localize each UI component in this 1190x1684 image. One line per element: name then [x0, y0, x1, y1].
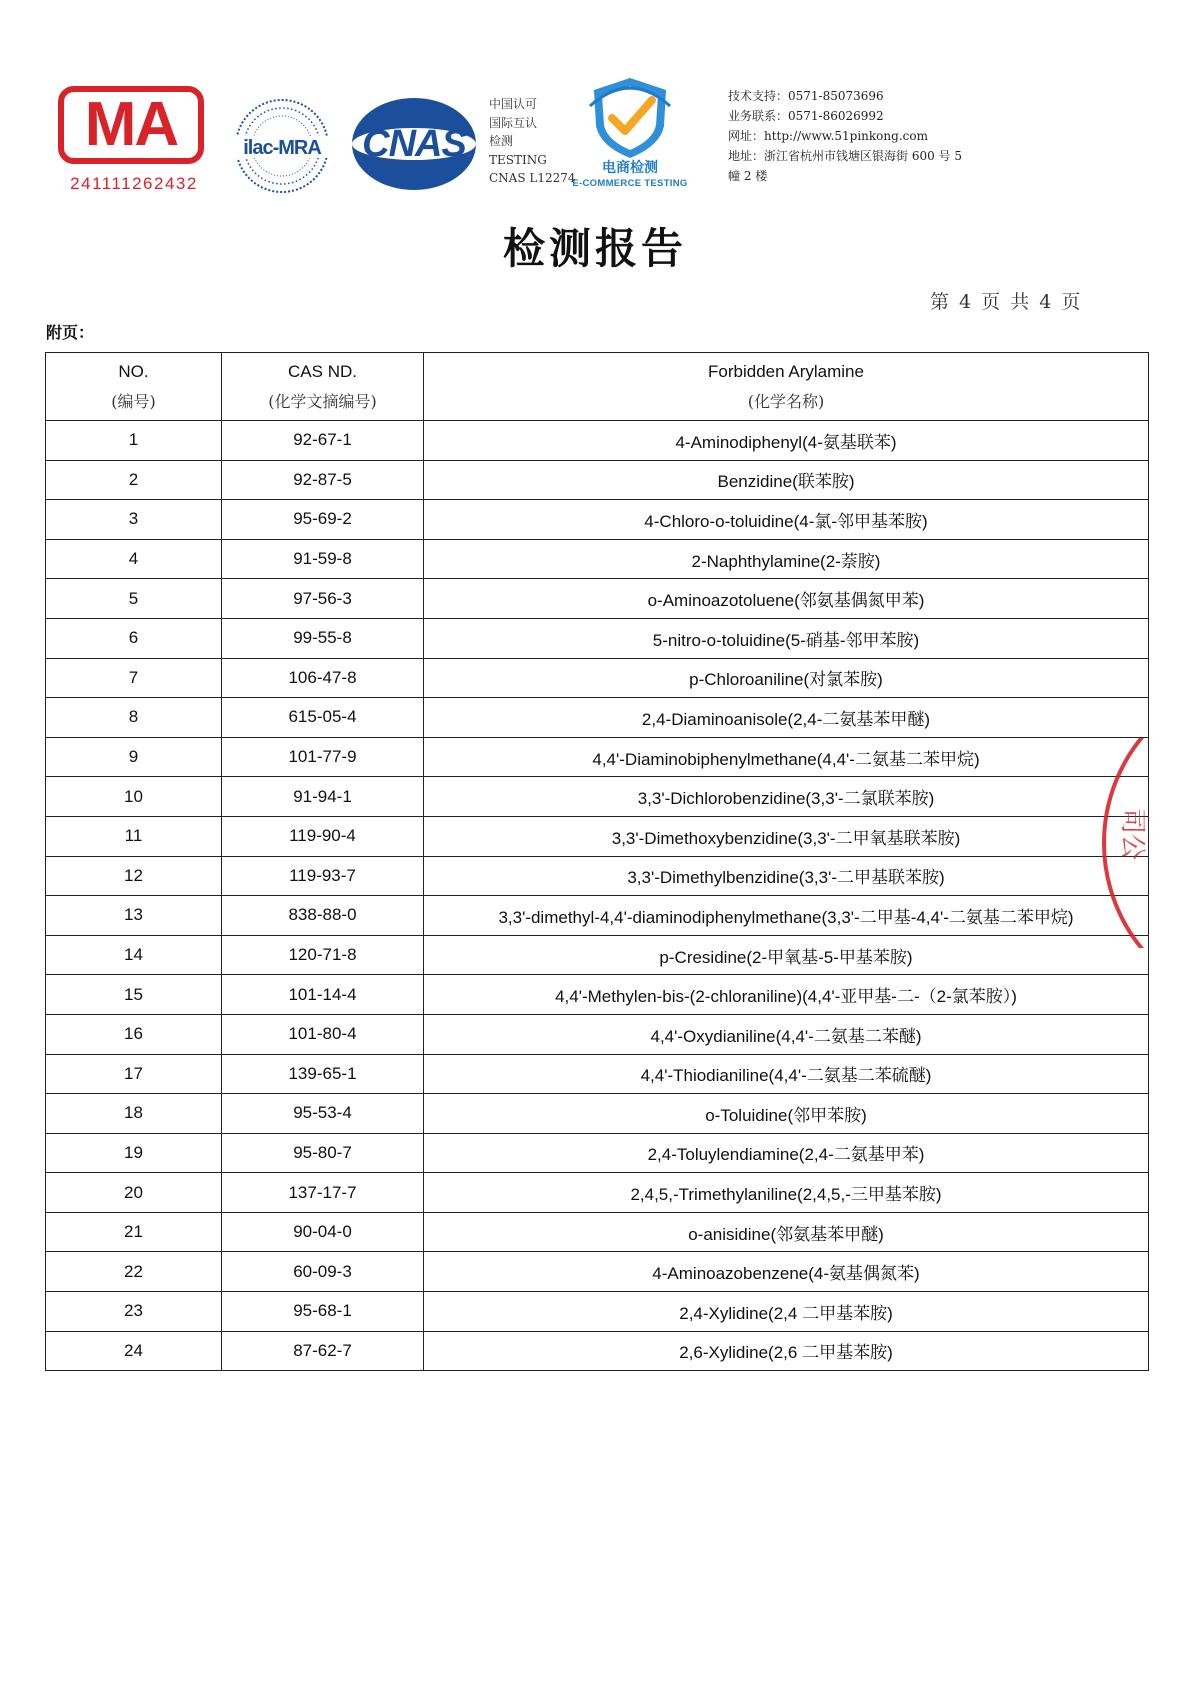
table-row [46, 421, 1149, 461]
cas-number: 615-05-4 [222, 698, 424, 738]
table-row [46, 1212, 1149, 1252]
arylamine-table [45, 352, 1148, 1371]
business-line: 业务联系：0571-86026992 [728, 109, 884, 123]
row-number: 11 [46, 816, 222, 856]
row-number: 4 [46, 539, 222, 579]
row-number: 21 [46, 1212, 222, 1252]
cma-number: 241111262432 [70, 174, 198, 193]
table-row [46, 539, 1149, 579]
chemical-name: 4-Aminoazobenzene(4-氨基偶氮苯) [424, 1252, 1149, 1292]
header-name-en: Forbidden Arylamine [708, 361, 864, 381]
row-number: 22 [46, 1252, 222, 1292]
row-number: 8 [46, 698, 222, 738]
table-row [46, 500, 1149, 540]
cas-number: 60-09-3 [222, 1252, 424, 1292]
table-row [46, 737, 1149, 777]
row-number: 18 [46, 1094, 222, 1134]
page-info: 第 4 页 共 4 页 [930, 291, 1083, 313]
cas-number: 92-87-5 [222, 460, 424, 500]
cas-number: 91-94-1 [222, 777, 424, 817]
table-row [46, 935, 1149, 975]
cnas-line-4: TESTING [489, 152, 547, 167]
address-line-1: 地址：浙江省杭州市钱塘区银海街 600 号 5 [728, 149, 962, 163]
chemical-name: 3,3'-dimethyl-4,4'-diaminodiphenylmethane(3,3'-二甲基-4,4'-二氨基二苯甲烷) [424, 896, 1149, 936]
chemical-name: o-anisidine(邻氨基苯甲醚) [424, 1212, 1149, 1252]
cas-number: 99-55-8 [222, 618, 424, 658]
chemical-name: 4,4'-Methylen-bis-(2-chloraniline)(4,4'-亚甲基-二-（2-氯苯胺）) [424, 975, 1149, 1015]
table-row [46, 1252, 1149, 1292]
table-row [46, 1133, 1149, 1173]
table-header-row [46, 353, 1149, 421]
chemical-name: 2,4-Xylidine(2,4 二甲基苯胺) [424, 1292, 1149, 1332]
ecommerce-testing-logo [570, 76, 690, 192]
address-line-2: 幢 2 楼 [728, 169, 768, 183]
cas-number: 101-80-4 [222, 1014, 424, 1054]
cas-number: 137-17-7 [222, 1173, 424, 1213]
row-number: 10 [46, 777, 222, 817]
row-number: 23 [46, 1292, 222, 1332]
row-number: 2 [46, 460, 222, 500]
header-name-cn: (化学名称) [747, 391, 825, 411]
table-row [46, 856, 1149, 896]
cas-number: 95-69-2 [222, 500, 424, 540]
header-cas [222, 353, 424, 421]
cas-number: 101-14-4 [222, 975, 424, 1015]
chemical-name: 2,4-Toluylendiamine(2,4-二氨基甲苯) [424, 1133, 1149, 1173]
chemical-name: 3,3'-Dimethoxybenzidine(3,3'-二甲氧基联苯胺) [424, 816, 1149, 856]
table-row [46, 1331, 1149, 1371]
cas-number: 95-80-7 [222, 1133, 424, 1173]
table-row [46, 777, 1149, 817]
row-number: 12 [46, 856, 222, 896]
cnas-logo [350, 96, 478, 192]
cas-number: 101-77-9 [222, 737, 424, 777]
table-row [46, 658, 1149, 698]
ilac-mra-logo [232, 96, 332, 196]
chemical-name: 2,4-Diaminoanisole(2,4-二氨基苯甲醚) [424, 698, 1149, 738]
header-cas-en: CAS ND. [288, 361, 357, 381]
chemical-name: o-Toluidine(邻甲苯胺) [424, 1094, 1149, 1134]
cas-number: 838-88-0 [222, 896, 424, 936]
row-number: 16 [46, 1014, 222, 1054]
chemical-name: 4,4'-Diaminobiphenylmethane(4,4'-二氨基二苯甲烷) [424, 737, 1149, 777]
table-row [46, 975, 1149, 1015]
table-row [46, 1173, 1149, 1213]
table-body [46, 421, 1149, 1371]
header-name [424, 353, 1149, 421]
cas-number: 120-71-8 [222, 935, 424, 975]
cnas-line-2: 国际互认 [489, 115, 538, 130]
table-row [46, 896, 1149, 936]
table-row [46, 1054, 1149, 1094]
contact-info [728, 86, 988, 186]
company-seal [1100, 738, 1190, 948]
row-number: 9 [46, 737, 222, 777]
chemical-name: 4-Chloro-o-toluidine(4-氯-邻甲基苯胺) [424, 500, 1149, 540]
chemical-name: 3,3'-Dimethylbenzidine(3,3'-二甲基联苯胺) [424, 856, 1149, 896]
row-number: 6 [46, 618, 222, 658]
appendix-label: 附页： [46, 323, 95, 342]
row-number: 13 [46, 896, 222, 936]
ecommerce-logo-en: E-COMMERCE TESTING [572, 178, 688, 189]
svg-text:CNAS: CNAS [362, 123, 466, 165]
cas-number: 139-65-1 [222, 1054, 424, 1094]
cas-number: 119-93-7 [222, 856, 424, 896]
table-row [46, 579, 1149, 619]
cas-number: 106-47-8 [222, 658, 424, 698]
cas-number: 87-62-7 [222, 1331, 424, 1371]
row-number: 3 [46, 500, 222, 540]
svg-text:ilac-MRA: ilac-MRA [243, 137, 321, 159]
row-number: 17 [46, 1054, 222, 1094]
cnas-line-3: 检测 [489, 134, 514, 148]
table-row [46, 1094, 1149, 1134]
chemical-name: 4,4'-Oxydianiline(4,4'-二氨基二苯醚) [424, 1014, 1149, 1054]
chemical-name: p-Cresidine(2-甲氧基-5-甲基苯胺) [424, 935, 1149, 975]
table-row [46, 816, 1149, 856]
chemical-name: o-Aminoazotoluene(邻氨基偶氮甲苯) [424, 579, 1149, 619]
chemical-name: 2-Naphthylamine(2-萘胺) [424, 539, 1149, 579]
cas-number: 119-90-4 [222, 816, 424, 856]
cas-number: 95-68-1 [222, 1292, 424, 1332]
cnas-line-1: 中国认可 [489, 97, 538, 111]
ecommerce-logo-cn: 电商检测 [602, 160, 658, 176]
chemical-name: 3,3'-Dichlorobenzidine(3,3'-二氯联苯胺) [424, 777, 1149, 817]
row-number: 19 [46, 1133, 222, 1173]
header-no [46, 353, 222, 421]
chemical-name: p-Chloroaniline(对氯苯胺) [424, 658, 1149, 698]
header-no-en: NO. [118, 361, 149, 381]
chemical-name: 4-Aminodiphenyl(4-氨基联苯) [424, 421, 1149, 461]
seal-text: 司公 [1117, 808, 1147, 861]
header-no-cn: (编号) [111, 391, 156, 411]
table-row [46, 1292, 1149, 1332]
website-line: 网址：http://www.51pinkong.com [728, 129, 928, 143]
chemical-name: 5-nitro-o-toluidine(5-硝基-邻甲苯胺) [424, 618, 1149, 658]
table-row [46, 1014, 1149, 1054]
chemical-name: 4,4'-Thiodianiline(4,4'-二氨基二苯硫醚) [424, 1054, 1149, 1094]
row-number: 20 [46, 1173, 222, 1213]
row-number: 15 [46, 975, 222, 1015]
header-cas-cn: (化学文摘编号) [268, 391, 377, 411]
cas-number: 91-59-8 [222, 539, 424, 579]
cas-number: 97-56-3 [222, 579, 424, 619]
report-title: 检测报告 [502, 224, 687, 273]
table-row [46, 618, 1149, 658]
row-number: 14 [46, 935, 222, 975]
cnas-line-5: CNAS L12274 [489, 171, 576, 185]
row-number: 5 [46, 579, 222, 619]
cas-number: 90-04-0 [222, 1212, 424, 1252]
chemical-name: 2,6-Xylidine(2,6 二甲基苯胺) [424, 1331, 1149, 1371]
table-row [46, 460, 1149, 500]
cma-logo [56, 86, 212, 196]
table-row [46, 698, 1149, 738]
row-number: 24 [46, 1331, 222, 1371]
chemical-name: 2,4,5,-Trimethylaniline(2,4,5,-三甲基苯胺) [424, 1173, 1149, 1213]
shield-check-icon [570, 76, 690, 160]
row-number: 1 [46, 421, 222, 461]
row-number: 7 [46, 658, 222, 698]
cma-logo-mark: MA [84, 90, 178, 159]
chemical-name: Benzidine(联苯胺) [424, 460, 1149, 500]
cas-number: 92-67-1 [222, 421, 424, 461]
cas-number: 95-53-4 [222, 1094, 424, 1134]
tech-support-line: 技术支持：0571-85073696 [728, 89, 884, 103]
cnas-accreditation-text [489, 95, 576, 188]
